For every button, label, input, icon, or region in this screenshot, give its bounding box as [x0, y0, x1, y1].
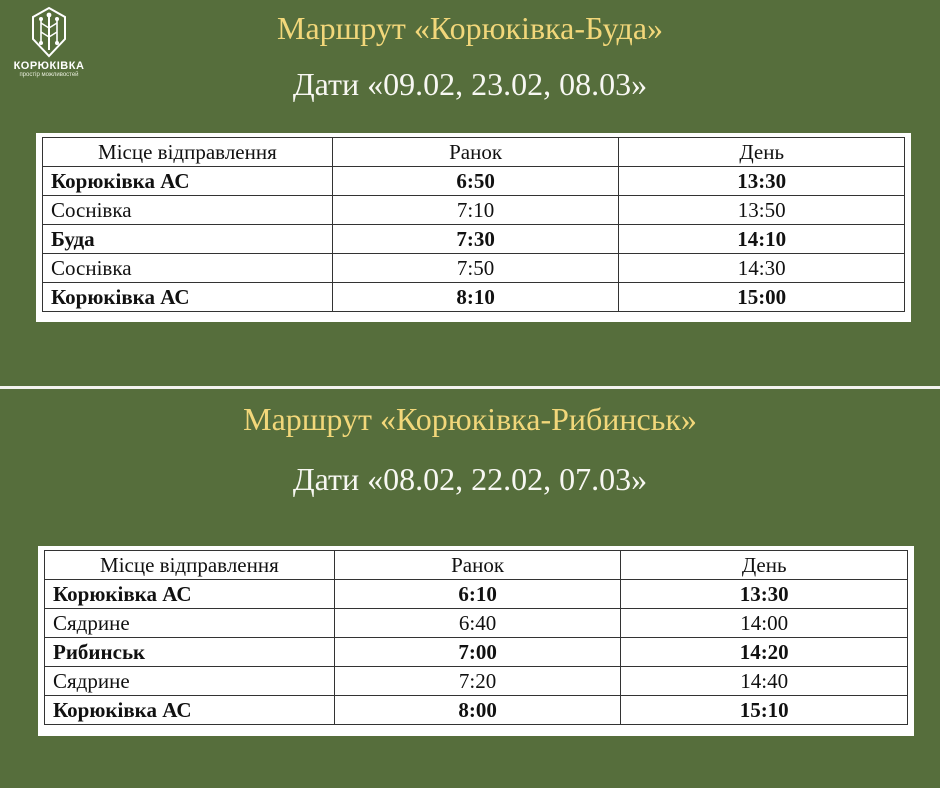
table-row — [45, 696, 908, 725]
route-panel-rybynsk — [0, 389, 940, 788]
morning-time: 7:20 — [334, 667, 621, 696]
morning-time: 7:30 — [332, 225, 619, 254]
morning-time: 7:10 — [332, 196, 619, 225]
route-title: Маршрут «Корюківка-Буда» — [276, 10, 664, 46]
header-morning: Ранок — [332, 138, 619, 167]
logo-slogan: простір можливостей — [19, 72, 79, 78]
header-departure: Місце відправлення — [43, 138, 333, 167]
day-time: 13:50 — [619, 196, 905, 225]
header-day: День — [621, 551, 908, 580]
header-morning: Ранок — [334, 551, 621, 580]
route-title: Маршрут «Корюківка-Рибинськ» — [243, 401, 697, 437]
stop-name: Корюківка АС — [43, 167, 333, 196]
schedule-table — [42, 137, 905, 312]
morning-time: 6:40 — [334, 609, 621, 638]
table-row — [43, 283, 905, 312]
header-departure: Місце відправлення — [45, 551, 335, 580]
stop-name: Корюківка АС — [45, 580, 335, 609]
morning-time: 7:50 — [332, 254, 619, 283]
schedule-table — [44, 550, 908, 725]
stop-name: Соснівка — [43, 196, 333, 225]
day-time: 14:10 — [619, 225, 905, 254]
day-time: 14:20 — [621, 638, 908, 667]
day-time: 14:30 — [619, 254, 905, 283]
stop-name: Соснівка — [43, 254, 333, 283]
stop-name: Буда — [43, 225, 333, 254]
table-row — [45, 667, 908, 696]
stop-name: Корюківка АС — [45, 696, 335, 725]
day-time: 13:30 — [619, 167, 905, 196]
table-row — [45, 609, 908, 638]
morning-time: 6:10 — [334, 580, 621, 609]
morning-time: 6:50 — [332, 167, 619, 196]
morning-time: 7:00 — [334, 638, 621, 667]
table-row — [43, 225, 905, 254]
logo-name: КОРЮКІВКА — [13, 60, 85, 72]
morning-time: 8:10 — [332, 283, 619, 312]
day-time: 15:10 — [621, 696, 908, 725]
route-panel-buda — [0, 0, 940, 386]
stop-name: Рибинськ — [45, 638, 335, 667]
table-row — [43, 254, 905, 283]
day-time: 13:30 — [621, 580, 908, 609]
table-row — [43, 196, 905, 225]
schedule-table-box — [36, 133, 911, 322]
table-row — [43, 167, 905, 196]
stop-name: Сядрине — [45, 609, 335, 638]
stop-name: Корюківка АС — [43, 283, 333, 312]
day-time: 15:00 — [619, 283, 905, 312]
morning-time: 8:00 — [334, 696, 621, 725]
day-time: 14:40 — [621, 667, 908, 696]
table-header-row — [43, 138, 905, 167]
route-dates: Дати «08.02, 22.02, 07.03» — [292, 461, 648, 497]
route-dates: Дати «09.02, 23.02, 08.03» — [292, 66, 648, 102]
schedule-table-box — [38, 546, 914, 736]
table-row — [45, 638, 908, 667]
header-day: День — [619, 138, 905, 167]
stop-name: Сядрине — [45, 667, 335, 696]
table-header-row — [45, 551, 908, 580]
day-time: 14:00 — [621, 609, 908, 638]
table-row — [45, 580, 908, 609]
